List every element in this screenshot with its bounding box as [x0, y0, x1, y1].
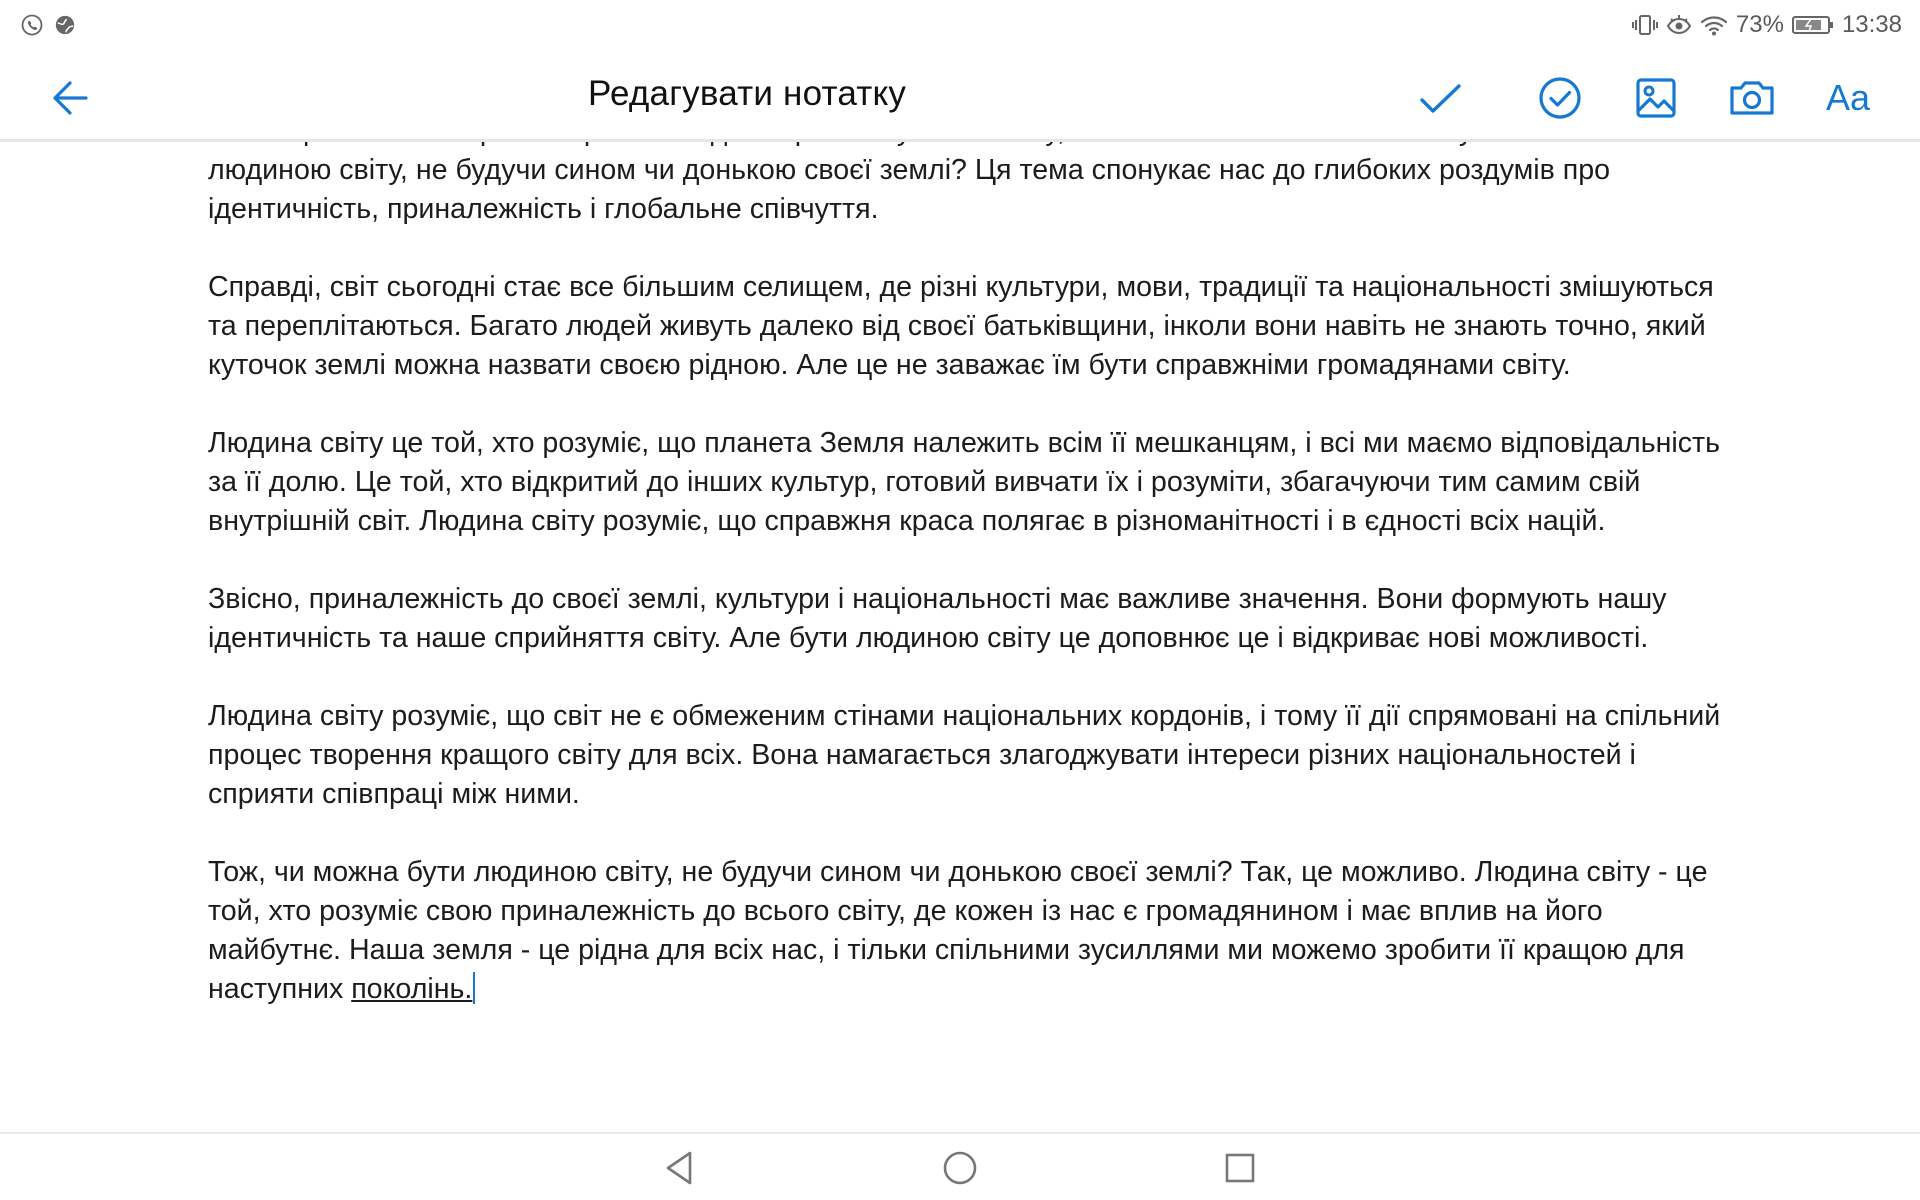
- eye-comfort-icon: [1666, 14, 1692, 36]
- checklist-button[interactable]: [1532, 70, 1588, 126]
- back-triangle-icon: [660, 1148, 700, 1188]
- navigation-bar: [0, 1132, 1920, 1200]
- globe-icon: [54, 14, 76, 36]
- underlined-word: поколінь.: [351, 973, 473, 1005]
- paragraph-3: Людина світу це той, хто розуміє, що планета Земля належить всім її мешканцям, і всі ми маємо відповідальність за її долю. Це той, хто відкритий до інших культур, готовий вивчати їх і розуміти, збагачуючи тим самим свій внутрішній світ. Людина світу розуміє, що справжня краса полягає в різноманітності і в єдності всіх націй.: [208, 427, 1721, 537]
- clock: 13:38: [1841, 11, 1902, 38]
- check-circle-icon: [1532, 70, 1588, 126]
- text-cursor: [473, 972, 475, 1004]
- page-title: Редагувати нотатку: [588, 74, 907, 113]
- status-left-icons: [20, 13, 76, 37]
- text-format-button[interactable]: Aa: [1825, 77, 1871, 118]
- back-button[interactable]: [46, 72, 98, 124]
- insert-image-button[interactable]: [1628, 70, 1684, 126]
- nav-recents-button[interactable]: [1220, 1148, 1260, 1188]
- paragraph-1: людиною світу, не будучи сином чи донькою своєї землі? Ця тема спонукає нас до глибоких роздумів про ідентичність, приналежність і глобальне співчуття.: [208, 154, 1610, 225]
- status-right-icons: [1632, 11, 1902, 39]
- arrow-left-icon: [46, 72, 98, 124]
- status-bar: [0, 0, 1920, 50]
- nav-home-button[interactable]: [940, 1148, 980, 1188]
- camera-icon: [1724, 70, 1780, 126]
- home-circle-icon: [940, 1148, 980, 1188]
- camera-button[interactable]: [1724, 70, 1780, 126]
- nav-back-button[interactable]: [660, 1148, 700, 1188]
- check-icon: [1412, 70, 1468, 126]
- vibrate-icon: [1632, 13, 1658, 37]
- save-button[interactable]: [1412, 70, 1468, 126]
- battery-percent: 73%: [1735, 11, 1784, 38]
- paragraph-2: Справді, світ сьогодні стає все більшим селищем, де різні культури, мови, традиції та національності змішуються та переплітаються. Багато людей живуть далеко від своєї батьківщини, інколи вони навіть не знають точно, який куточок землі можна назвати своєю рідною. Але це не заважає їм бути справжніми громадянами світу.: [208, 271, 1714, 381]
- paragraph-5: Людина світу розуміє, що світ не є обмеженим стінами національних кордонів, і тому її дії спрямовані на спільний процес творення кращого світу для всіх. Вона намагається злагоджувати інтереси різних національностей і сприяти співпраці між ними.: [208, 700, 1721, 810]
- note-text[interactable]: [208, 112, 1728, 1048]
- app-bar: [0, 50, 1920, 142]
- viber-icon: [20, 13, 44, 37]
- note-editor[interactable]: [0, 142, 1920, 1132]
- paragraph-4: Звісно, приналежність до своєї землі, культури і національності має важливе значення. Вони формують нашу ідентичність та наше сприйняття світу. Але бути людиною світу це доповнює це і відкриває нові можливості.: [208, 583, 1667, 654]
- recents-square-icon: [1220, 1148, 1260, 1188]
- paragraph-6-text: Тож, чи можна бути людиною світу, не будучи сином чи донькою своєї землі? Так, це можливо. Людина світу - це той, хто розуміє свою приналежність до всього світу, де кожен із нас є громадянином і має вплив на його майбутнє. Наша земля - це рідна для всіх нас, і тільки спільними зусиллями ми можемо зробити її кращою для наступних: [208, 856, 1708, 1005]
- battery-icon: [1792, 15, 1834, 35]
- image-icon: [1628, 70, 1684, 126]
- paragraph-6: [208, 853, 1728, 1009]
- wifi-icon: [1700, 14, 1728, 36]
